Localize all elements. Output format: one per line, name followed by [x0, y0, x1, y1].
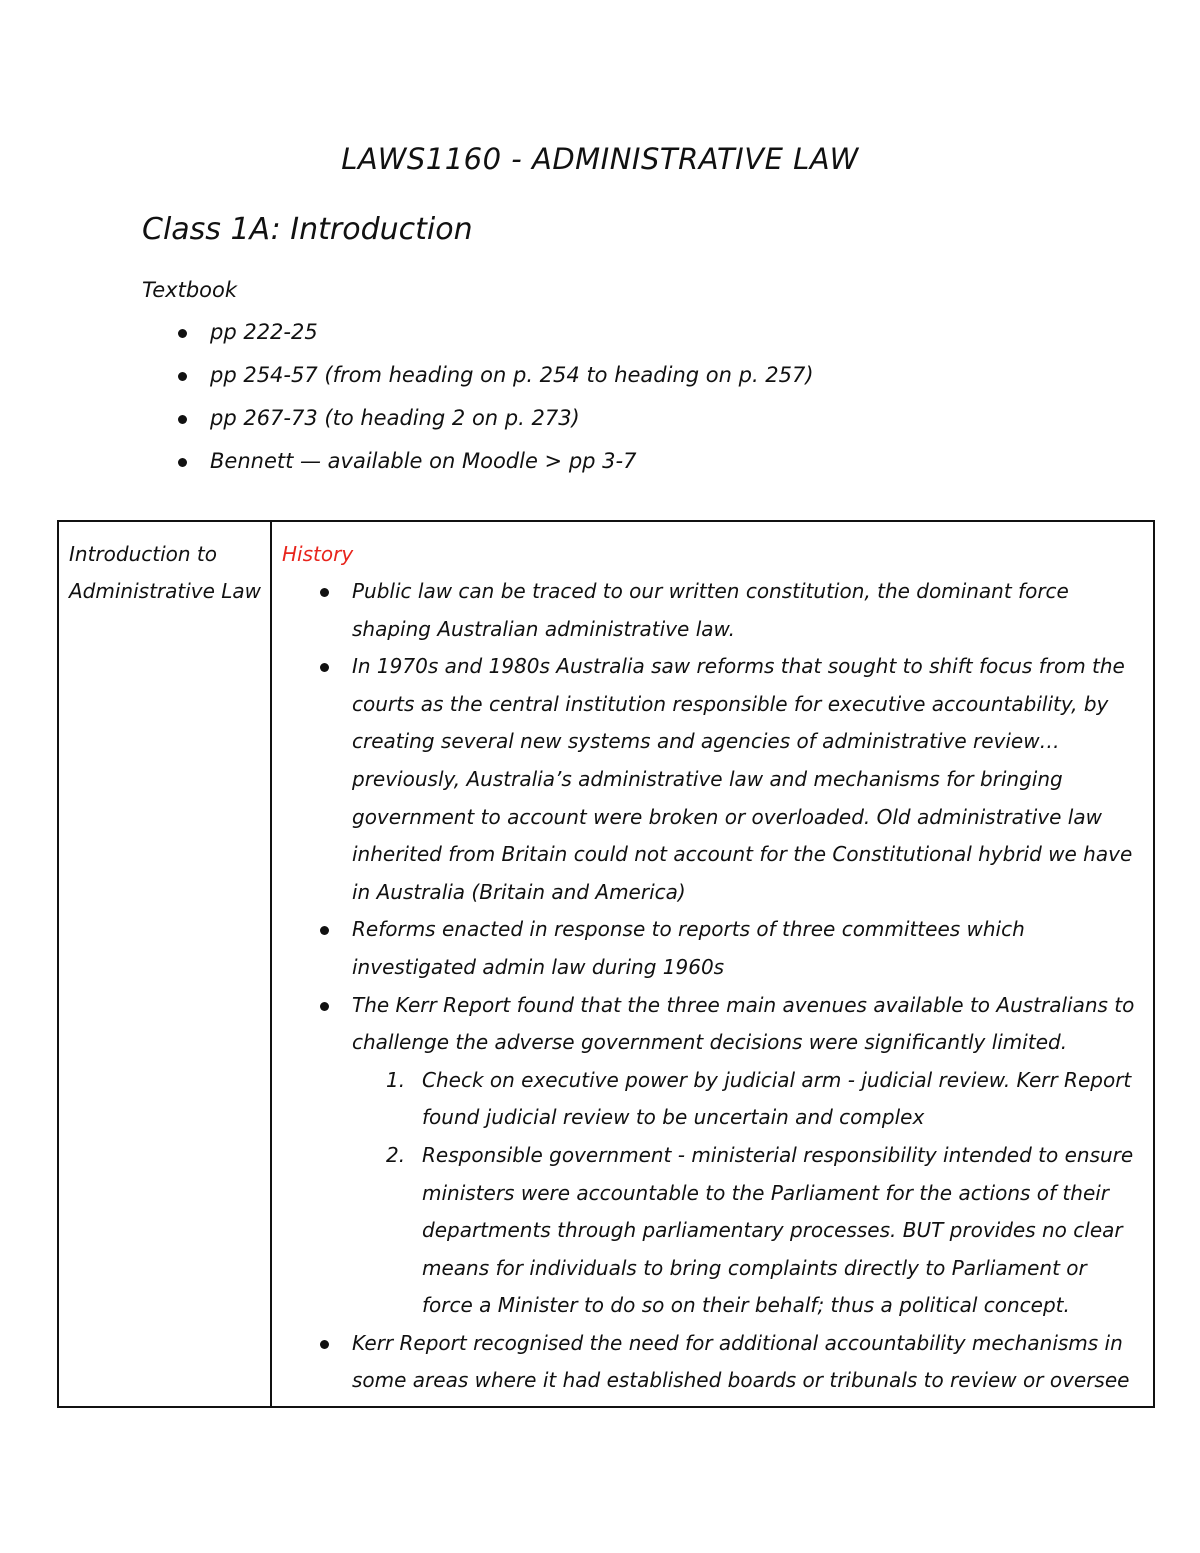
reading-item-text: pp 222-25: [210, 320, 318, 344]
reading-item: [174, 359, 814, 402]
bullet-icon: [320, 926, 329, 935]
bullet-icon: [178, 458, 187, 467]
list-item: [282, 987, 1139, 1325]
numbered-item: [352, 1137, 1139, 1325]
item-number: 2.: [386, 1142, 406, 1167]
point-text: The Kerr Report found that the three main avenues available to Australians to challenge the adverse government decisions were significantly limited.: [352, 992, 1135, 1055]
kerr-avenues-list: [352, 1062, 1139, 1325]
point-text: In 1970s and 1980s Australia saw reforms that sought to shift focus from the courts as the central institution responsible for executive accountability, by creating several new systems and agencies of administrative review… previously, Australia’s administrative law and mechanisms for bringing government to account were broken or overloaded. Old administrative law inherited from Britain could not account for the Constitutional hybrid we have in Australia (Britain and America): [352, 654, 1133, 904]
bullet-icon: [178, 415, 187, 424]
content-cell: [272, 522, 1153, 1406]
reading-list: [174, 316, 814, 488]
list-item: [282, 573, 1139, 648]
list-item: [282, 911, 1139, 986]
reading-item: [174, 402, 814, 445]
point-text: Public law can be traced to our written constitution, the dominant force shaping Australian administrative law.: [352, 579, 1069, 641]
point-text: Kerr Report recognised the need for additional accountability mechanisms in some areas where it had established boards or tribunals to review or oversee: [352, 1330, 1130, 1393]
numbered-item-text: Check on executive power by judicial arm - judicial review. Kerr Report found judicial review to be uncertain and complex: [422, 1067, 1132, 1130]
textbook-label: Textbook: [142, 278, 238, 302]
reading-item-text: pp 267-73 (to heading 2 on p. 273): [210, 406, 580, 430]
reading-item-text: pp 254-57 (from heading on p. 254 to heading on p. 257): [210, 363, 814, 387]
item-number: 1.: [386, 1067, 406, 1092]
bullet-icon: [178, 372, 187, 381]
bullet-icon: [320, 588, 329, 597]
numbered-item-text: Responsible government - ministerial responsibility intended to ensure ministers were accountable to the Parliament for the actions of their departments through parliamentary processes. BUT provides no clear means for individuals to bring complaints directly to Parliament or force a Minister to do so on their behalf; thus a political concept.: [422, 1142, 1134, 1318]
bullet-icon: [320, 663, 329, 672]
list-item: [282, 648, 1139, 911]
notes-table: [57, 520, 1155, 1408]
numbered-item: [352, 1062, 1139, 1137]
bullet-icon: [178, 329, 187, 338]
section-heading-history: History: [282, 542, 354, 566]
reading-item: [174, 316, 814, 359]
bullet-icon: [320, 1340, 329, 1349]
list-item: [282, 1325, 1139, 1400]
bullet-icon: [320, 1002, 329, 1011]
point-text: Reforms enacted in response to reports of three committees which investigated admin law during 1960s: [352, 917, 1025, 979]
document-title: LAWS1160 - ADMINISTRATIVE LAW: [341, 142, 859, 176]
reading-item: [174, 445, 814, 488]
topic-cell: Introduction to Administrative Law: [59, 522, 272, 1406]
reading-item-text: Bennett — available on Moodle > pp 3-7: [210, 449, 637, 473]
class-heading: Class 1A: Introduction: [142, 212, 473, 247]
history-points: [282, 573, 1139, 1400]
